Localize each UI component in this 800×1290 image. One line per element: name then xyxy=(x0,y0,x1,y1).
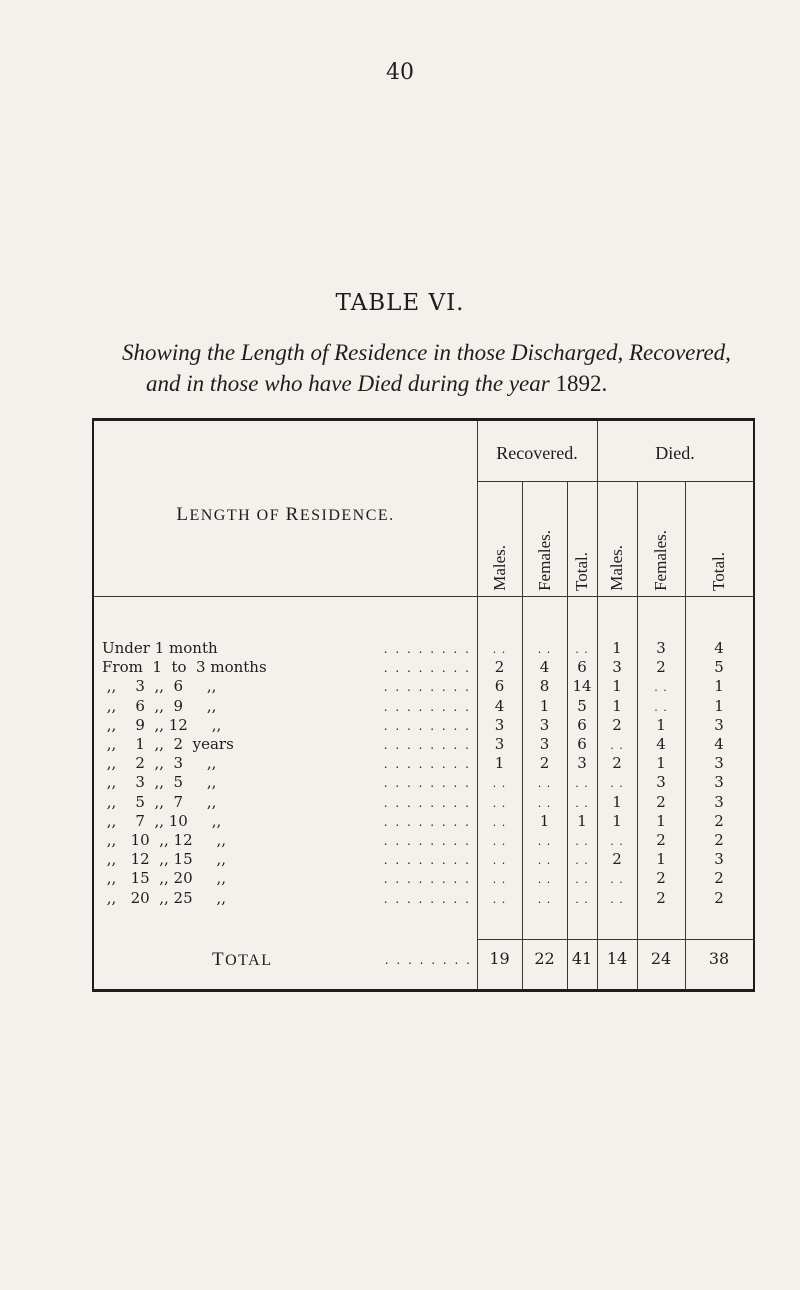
cell-died-total: 5 xyxy=(714,658,724,677)
died-total-header: Total. xyxy=(709,552,728,591)
leader-dots: . . . . . . . . xyxy=(383,757,471,772)
cell-died-females: . . xyxy=(654,681,668,695)
cell-recovered-males: . . xyxy=(492,796,507,810)
cell-recovered-total: . . xyxy=(575,835,589,848)
cell-recovered-total: . . xyxy=(575,873,589,887)
recovered-header: Recovered. xyxy=(496,443,578,463)
leader-dots: . . . . . . . . xyxy=(383,853,471,868)
leader-dots: . . . . . . . . xyxy=(384,953,472,967)
cell-recovered-males: 4 xyxy=(494,696,505,715)
died-header: Died. xyxy=(655,443,695,463)
cell-recovered-females: . . xyxy=(537,643,552,656)
cell-died-males: 3 xyxy=(612,658,622,677)
row-label: ,, 10 ,, 12 ,, xyxy=(102,831,226,849)
died-females-header: Females. xyxy=(651,530,670,591)
row-label: From 1 to 3 months xyxy=(102,658,267,677)
leader-dots: . . . . . . . . xyxy=(383,738,471,752)
row-label: ,, 6 ,, 9 ,, xyxy=(102,696,217,715)
cell-recovered-females: . . xyxy=(537,873,552,887)
cell-died-males: 1 xyxy=(612,792,622,811)
recovered-total-header: Total. xyxy=(572,552,591,591)
row-label: ,, 5 ,, 7 ,, xyxy=(102,792,217,811)
table-title: TABLE VI. xyxy=(335,290,465,316)
cell-recovered-females: 8 xyxy=(539,677,550,696)
cell-died-males: 2 xyxy=(612,850,622,869)
leader-dots: . . . . . . . . xyxy=(383,795,471,810)
cell-recovered-females: . . xyxy=(537,892,552,906)
cell-recovered-total: 3 xyxy=(577,754,587,773)
leader-dots: . . . . . . . . xyxy=(383,814,471,829)
cell-died-females: 2 xyxy=(656,869,666,888)
cell-died-males: . . xyxy=(610,873,624,887)
row-label: ,, 9 ,, 12 ,, xyxy=(102,715,222,734)
cell-recovered-total: 6 xyxy=(577,715,587,734)
row-label: ,, 3 ,, 6 ,, xyxy=(102,677,217,696)
cell-recovered-total: 14 xyxy=(572,677,592,696)
cell-recovered-males: . . xyxy=(492,854,507,868)
cell-recovered-total: . . xyxy=(575,854,589,868)
cell-died-total: 2 xyxy=(714,811,724,830)
recovered-males-header: Males. xyxy=(489,545,509,591)
leader-dots: . . . . . . . . xyxy=(383,642,471,656)
cell-died-total: 4 xyxy=(714,639,724,657)
cell-recovered-total: . . xyxy=(575,643,589,656)
subtitle-line-2-text: and in those who have Died during the year xyxy=(146,371,556,396)
cell-recovered-males: . . xyxy=(492,835,507,848)
leader-dots: . . . . . . . . xyxy=(383,891,471,906)
cell-recovered-males: 2 xyxy=(494,658,505,677)
cell-recovered-males: . . xyxy=(492,643,507,656)
leader-dots: . . . . . . . . xyxy=(383,776,471,791)
table-row xyxy=(94,889,753,912)
cell-recovered-males: 6 xyxy=(494,677,505,696)
cell-recovered-females: 1 xyxy=(539,696,550,715)
cell-died-males: . . xyxy=(610,835,624,848)
cell-died-total: 3 xyxy=(714,715,724,734)
header-bottom-rule xyxy=(94,596,753,597)
page-number: 40 xyxy=(386,60,414,85)
cell-died-males: 1 xyxy=(612,696,622,715)
row-label: ,, 3 ,, 5 ,, xyxy=(102,773,217,792)
subtitle-line-2 xyxy=(122,368,762,399)
leader-dots: . . . . . . . . xyxy=(383,718,471,733)
cell-recovered-males: 3 xyxy=(494,715,505,734)
row-label: Under 1 month xyxy=(102,639,218,657)
cell-recovered-total: 6 xyxy=(577,658,587,677)
cell-recovered-males: . . xyxy=(492,892,507,906)
cell-died-total: 1 xyxy=(714,677,724,696)
total-died-total: 38 xyxy=(708,949,730,968)
total-rule xyxy=(477,939,753,940)
cell-died-females: 2 xyxy=(656,888,666,907)
total-recovered-total: 41 xyxy=(571,949,593,968)
cell-died-females: 1 xyxy=(656,715,666,734)
cell-died-total: 2 xyxy=(714,869,724,888)
cell-recovered-total: 5 xyxy=(577,696,587,715)
cell-died-females: 1 xyxy=(656,754,666,773)
cell-died-males: . . xyxy=(610,777,624,791)
cell-died-females: 1 xyxy=(656,811,666,830)
leader-dots: . . . . . . . . xyxy=(383,680,471,695)
leader-dots: . . . . . . . . xyxy=(383,661,471,676)
cell-recovered-total: . . xyxy=(575,892,589,906)
cell-recovered-males: 1 xyxy=(494,754,505,773)
residence-table xyxy=(92,418,755,992)
cell-died-males: 1 xyxy=(612,811,622,830)
cell-died-total: 2 xyxy=(714,831,724,849)
cell-died-females: . . xyxy=(654,700,668,714)
cell-recovered-females: 3 xyxy=(539,735,550,753)
cell-died-females: 3 xyxy=(656,639,666,657)
total-died-females: 24 xyxy=(650,949,672,968)
row-label: ,, 20 ,, 25 ,, xyxy=(102,888,226,907)
cell-recovered-females: . . xyxy=(537,796,552,810)
total-recovered-females: 22 xyxy=(534,949,555,968)
cell-died-total: 3 xyxy=(714,754,724,773)
total-recovered-males: 19 xyxy=(489,949,510,968)
cell-died-females: 2 xyxy=(656,831,666,849)
row-label: ,, 1 ,, 2 years xyxy=(102,735,234,753)
cell-died-females: 2 xyxy=(656,792,666,811)
cell-died-total: 2 xyxy=(714,888,724,907)
cell-died-females: 2 xyxy=(656,658,666,677)
subtitle-year: 1892. xyxy=(555,371,608,396)
row-label: ,, 7 ,, 10 ,, xyxy=(102,811,222,830)
cell-recovered-females: 3 xyxy=(539,715,550,734)
cell-died-total: 3 xyxy=(714,850,724,869)
cell-died-females: 3 xyxy=(656,773,666,792)
row-label: ,, 2 ,, 3 ,, xyxy=(102,754,217,773)
total-row xyxy=(94,949,753,979)
cell-died-males: 1 xyxy=(612,639,622,657)
length-of-residence-header: LENGTH OF RESIDENCE. xyxy=(176,504,395,525)
row-label: ,, 12 ,, 15 ,, xyxy=(102,850,226,869)
cell-died-males: 2 xyxy=(612,715,622,734)
cell-died-males: 2 xyxy=(612,754,622,773)
cell-died-males: . . xyxy=(610,892,624,906)
cell-recovered-total: . . xyxy=(575,777,589,791)
cell-recovered-total: 1 xyxy=(577,811,587,830)
cell-recovered-females: 1 xyxy=(539,811,550,830)
leader-dots: . . . . . . . . xyxy=(383,699,471,714)
cell-recovered-males: . . xyxy=(492,815,507,829)
subtitle-line-1: Showing the Length of Residence in those Discharged, Recovered, xyxy=(122,340,731,365)
leader-dots: . . . . . . . . xyxy=(383,834,471,848)
cell-recovered-males: . . xyxy=(492,873,507,887)
cell-died-males: . . xyxy=(610,739,624,752)
cell-recovered-females: 2 xyxy=(539,754,550,773)
cell-died-total: 3 xyxy=(714,792,724,811)
cell-died-total: 1 xyxy=(714,696,724,715)
total-died-males: 14 xyxy=(606,949,628,968)
leader-dots: . . . . . . . . xyxy=(383,872,471,887)
cell-died-males: 1 xyxy=(612,677,622,696)
cell-died-total: 3 xyxy=(714,773,724,792)
cell-died-total: 4 xyxy=(714,735,724,753)
cell-recovered-males: . . xyxy=(492,777,507,791)
cell-recovered-total: . . xyxy=(575,796,589,810)
cell-recovered-females: . . xyxy=(537,777,552,791)
cell-recovered-females: . . xyxy=(537,835,552,848)
cell-recovered-males: 3 xyxy=(494,735,505,753)
total-label: TOTAL xyxy=(212,949,273,970)
cell-died-females: 1 xyxy=(656,850,666,869)
row-label: ,, 15 ,, 20 ,, xyxy=(102,869,226,888)
table-subtitle xyxy=(122,337,762,399)
cell-recovered-females: 4 xyxy=(539,658,550,677)
cell-recovered-females: . . xyxy=(537,854,552,868)
recovered-females-header: Females. xyxy=(534,530,554,591)
cell-died-females: 4 xyxy=(656,735,666,753)
died-males-header: Males. xyxy=(607,545,626,591)
cell-recovered-total: 6 xyxy=(577,735,587,753)
